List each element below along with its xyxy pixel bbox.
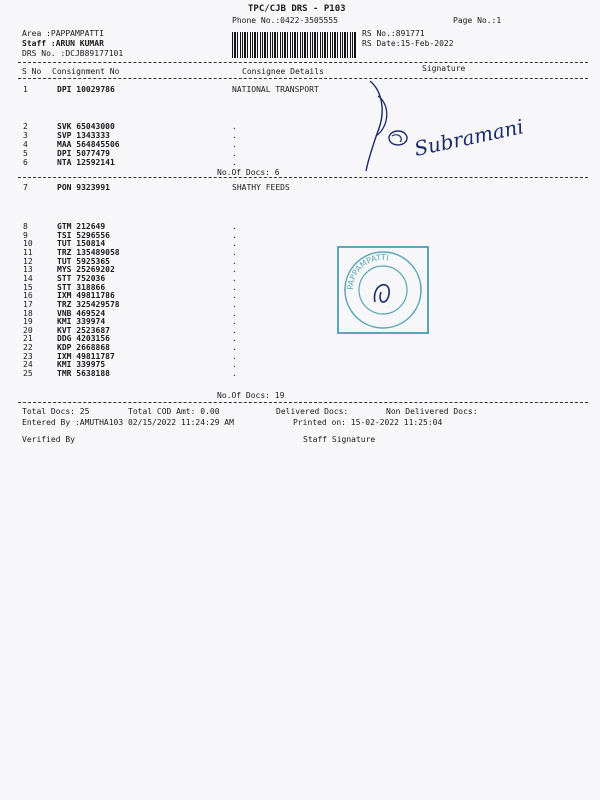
row-sno: 6 xyxy=(23,158,28,167)
barcode-image xyxy=(232,32,357,58)
row-sno: 9 xyxy=(23,230,28,240)
table-row xyxy=(0,360,600,369)
phone-number: Phone No.:0422-3505555 xyxy=(232,16,338,25)
row-consignment: DPI 5077479 xyxy=(57,149,110,158)
table-row xyxy=(0,265,600,274)
row-consignment: IXM 49811786 xyxy=(57,291,115,301)
row-sno: 21 xyxy=(23,334,33,344)
row-sno: 3 xyxy=(23,131,28,140)
row-sno: 15 xyxy=(23,282,33,292)
entered-by: Entered By :AMUTHA103 02/15/2022 11:24:29 AM xyxy=(22,418,234,427)
dot: . xyxy=(232,282,237,292)
row-consignment: DPI 10029786 xyxy=(57,85,115,94)
dot: . xyxy=(232,239,237,249)
row-consignment: IXM 49811787 xyxy=(57,351,115,361)
column-header-consignment: Consignment No xyxy=(52,67,120,76)
table-row xyxy=(0,334,600,343)
row-sno: 20 xyxy=(23,325,33,335)
printed-on: Printed on: 15-02-2022 11:25:04 xyxy=(293,418,443,427)
company-stamp xyxy=(335,244,431,336)
verified-by: Verified By xyxy=(22,435,75,444)
dot: . xyxy=(232,131,237,140)
consignee-name: SHATHY FEEDS xyxy=(232,183,290,192)
row-sno: 8 xyxy=(23,222,28,231)
non-delivered-docs: Non Delivered Docs: xyxy=(386,407,478,416)
table-row xyxy=(0,257,600,266)
total-cod: Total COD Amt: 0.00 xyxy=(128,407,220,416)
row-consignment: SVK 65043000 xyxy=(57,122,115,131)
table-row xyxy=(0,352,600,361)
table-row xyxy=(0,369,600,378)
delivered-docs: Delivered Docs: xyxy=(276,407,349,416)
row-sno: 16 xyxy=(23,291,33,301)
row-consignment: STT 318866 xyxy=(57,282,106,292)
row-consignment: KVT 2523687 xyxy=(57,325,110,335)
staff-label: Staff :ARUN KUMAR xyxy=(22,39,104,48)
row-consignment: KMI 339975 xyxy=(57,360,106,370)
row-consignment: TUT 5925365 xyxy=(57,256,110,266)
table-row xyxy=(0,222,600,231)
row-sno: 5 xyxy=(23,149,28,158)
column-header-consignee: Consignee Details xyxy=(242,67,324,76)
row-consignment: TMR 5638188 xyxy=(57,369,110,379)
dot: . xyxy=(232,158,237,167)
table-row xyxy=(0,309,600,318)
dot: . xyxy=(232,247,237,257)
table-row xyxy=(0,239,600,248)
table-row xyxy=(0,274,600,283)
column-header-signature: Signature xyxy=(422,64,466,73)
row-sno: 23 xyxy=(23,351,33,361)
row-consignment: STT 752036 xyxy=(57,273,106,283)
row-sno: 19 xyxy=(23,317,33,327)
rs-date: RS Date:15-Feb-2022 xyxy=(362,39,454,48)
row-consignment: MYS 25269202 xyxy=(57,265,115,275)
dot: . xyxy=(232,265,237,275)
dot: . xyxy=(232,334,237,344)
dot: . xyxy=(232,230,237,240)
dot: . xyxy=(232,149,237,158)
row-sno: 25 xyxy=(23,369,33,379)
handwritten-signature xyxy=(360,76,540,176)
page-number: Page No.:1 xyxy=(453,16,502,25)
table-row xyxy=(0,283,600,292)
signature-text: Subramani xyxy=(412,114,526,161)
staff-signature: Staff Signature xyxy=(303,435,376,444)
table-row xyxy=(0,317,600,326)
row-sno: 24 xyxy=(23,360,33,370)
dot: . xyxy=(232,360,237,370)
row-consignment: PON 9323991 xyxy=(57,183,110,192)
row-sno: 11 xyxy=(23,247,33,257)
stamp-text: PAPPAMPATTI xyxy=(345,252,390,291)
dot: . xyxy=(232,291,237,301)
row-consignment: TRZ 325429578 xyxy=(57,299,120,309)
row-sno: 17 xyxy=(23,299,33,309)
docs-count: No.Of Docs: 19 xyxy=(217,391,285,400)
row-sno: 13 xyxy=(23,265,33,275)
row-consignment: TUT 150814 xyxy=(57,239,106,249)
table-row xyxy=(0,248,600,257)
dot: . xyxy=(232,299,237,309)
dot: . xyxy=(232,325,237,335)
dot: . xyxy=(232,369,237,379)
drs-number: DRS No. :DCJB89177101 xyxy=(22,49,124,58)
row-sno: 2 xyxy=(23,122,28,131)
divider xyxy=(18,62,588,63)
row-sno: 4 xyxy=(23,140,28,149)
table-row xyxy=(0,300,600,309)
divider xyxy=(18,177,588,178)
table-row xyxy=(0,231,600,240)
row-sno: 10 xyxy=(23,239,33,249)
row-consignment: KDP 2668868 xyxy=(57,343,110,353)
row-consignment: TRZ 135489058 xyxy=(57,247,120,257)
dot: . xyxy=(232,222,237,231)
table-row xyxy=(0,183,600,192)
table-row xyxy=(0,326,600,335)
document-title: TPC/CJB DRS - P103 xyxy=(248,4,346,14)
dot: . xyxy=(232,273,237,283)
dot: . xyxy=(232,140,237,149)
row-sno: 18 xyxy=(23,308,33,318)
row-consignment: NTA 12592141 xyxy=(57,158,115,167)
dot: . xyxy=(232,317,237,327)
row-consignment: MAA 564845506 xyxy=(57,140,120,149)
area-label: Area :PAPPAMPATTI xyxy=(22,29,104,38)
row-consignment: KMI 339974 xyxy=(57,317,106,327)
column-header-sno: S No xyxy=(22,67,42,76)
dot: . xyxy=(232,343,237,353)
row-sno: 7 xyxy=(23,183,28,192)
dot: . xyxy=(232,256,237,266)
row-consignment: TSI 5296556 xyxy=(57,230,110,240)
row-consignment: VNB 469524 xyxy=(57,308,106,318)
consignee-name: NATIONAL TRANSPORT xyxy=(232,85,319,94)
docs-count: No.Of Docs: 6 xyxy=(217,168,280,177)
table-row xyxy=(0,343,600,352)
table-row xyxy=(0,291,600,300)
row-sno: 14 xyxy=(23,273,33,283)
row-sno: 1 xyxy=(23,85,28,94)
dot: . xyxy=(232,351,237,361)
rs-number: RS No.:891771 xyxy=(362,29,425,38)
dot: . xyxy=(232,308,237,318)
dot: . xyxy=(232,122,237,131)
divider xyxy=(18,402,588,403)
row-consignment: GTM 212649 xyxy=(57,222,106,231)
row-consignment: DDG 4203156 xyxy=(57,334,110,344)
total-docs: Total Docs: 25 xyxy=(22,407,90,416)
row-sno: 22 xyxy=(23,343,33,353)
row-sno: 12 xyxy=(23,256,33,266)
row-consignment: SVP 1343333 xyxy=(57,131,110,140)
